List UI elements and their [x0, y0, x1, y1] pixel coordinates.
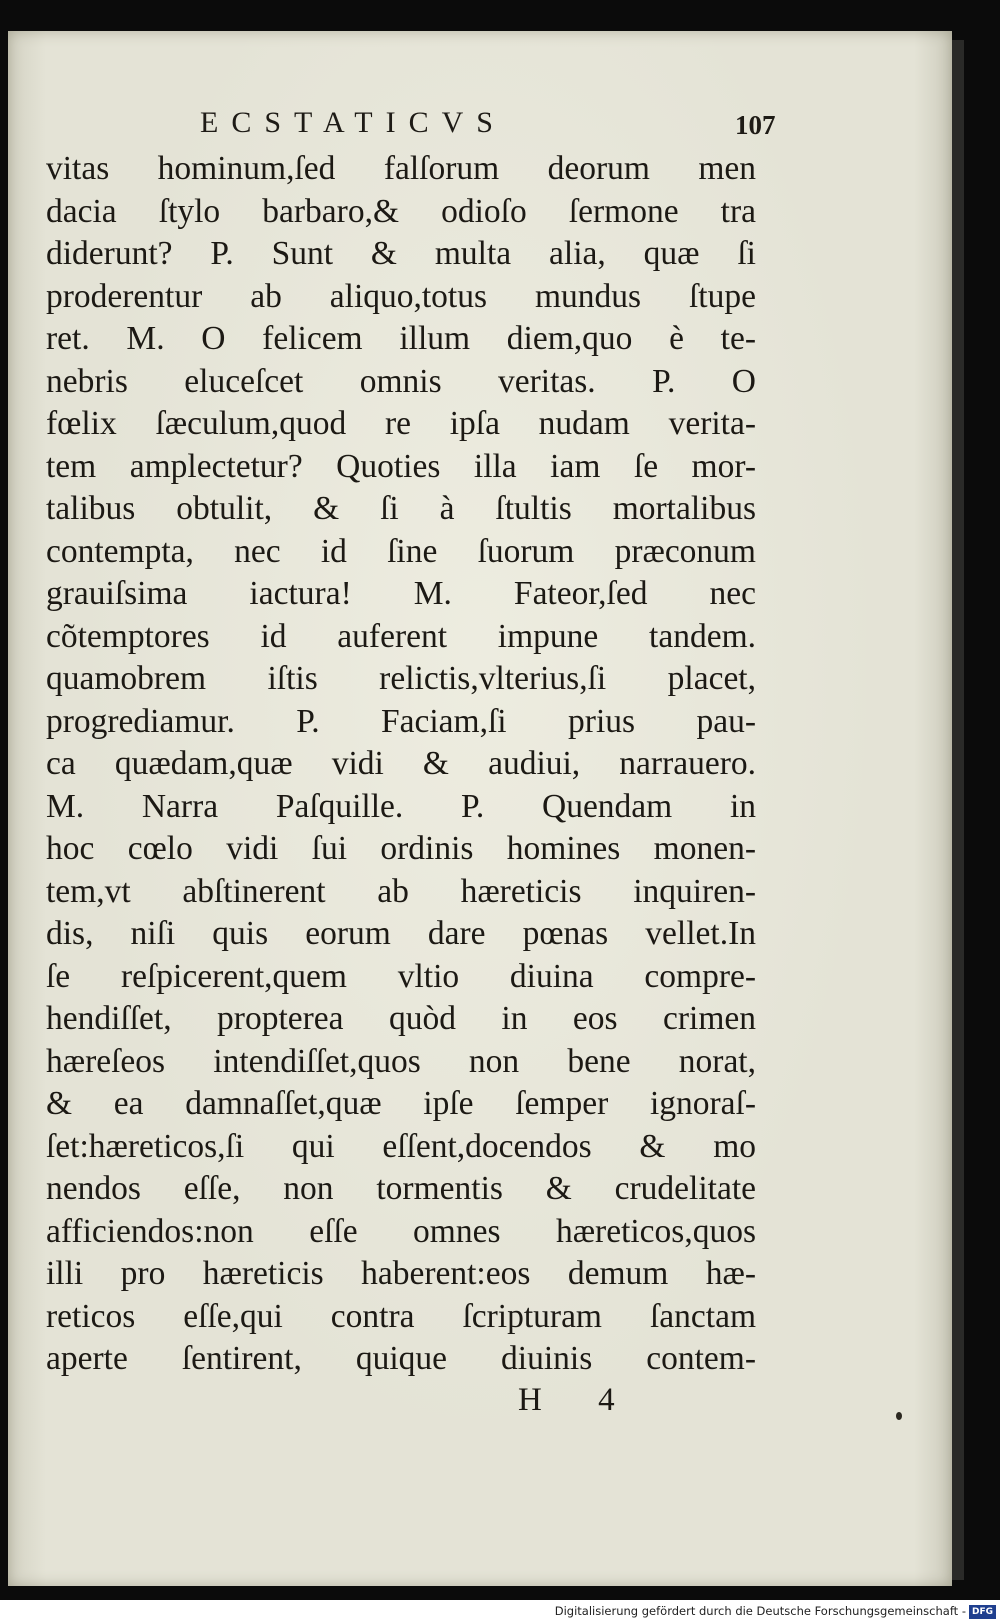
running-head: ECSTATICVS	[200, 106, 506, 139]
text-line: hæreſeos intendiſſet,quos non bene norat,	[46, 1042, 756, 1080]
text-line: aperte ſentirent, quique diuinis contem-	[46, 1340, 756, 1377]
text-line: ſe reſpicerent,quem vltio diuina compre-	[46, 957, 756, 995]
text-line: dis, niſi quis eorum dare pœnas vellet.In	[46, 915, 756, 952]
page-number: 107	[735, 110, 776, 140]
text-line: M. Narra Paſquille. P. Quendam in	[46, 787, 756, 825]
text-line: proderentur ab aliquo,totus mundus ſtupe	[46, 277, 756, 315]
text-line: reticos eſſe,qui contra ſcripturam ſanctam	[46, 1297, 756, 1335]
text-line: hoc cœlo vidi ſui ordinis homines monen-	[46, 830, 756, 867]
page-edge	[952, 40, 964, 1580]
text-line: dacia ſtylo barbaro,& odioſo ſermone tra	[46, 192, 756, 230]
text-line: illi pro hæreticis haberent:eos demum hæ-	[46, 1255, 756, 1292]
body-text	[46, 148, 756, 1381]
text-line: talibus obtulit, & ſi à ſtultis mortalibus	[46, 490, 756, 527]
text-line: & ea damnaſſet,quæ ipſe ſemper ignoraſ-	[46, 1085, 756, 1122]
dfg-logo: DFG	[969, 1605, 996, 1619]
text-line: hendiſſet, propterea quòd in eos crimen	[46, 1000, 756, 1037]
text-line: tem,vt abſtinerent ab hæreticis inquiren-	[46, 872, 756, 910]
text-line: nebris eluceſcet omnis veritas. P. O	[46, 362, 756, 400]
text-line: grauiſsima iactura! M. Fateor,ſed nec	[46, 575, 756, 612]
text-line: contempta, nec id ſine ſuorum præconum	[46, 532, 756, 570]
text-line: afficiendos:non eſſe omnes hæreticos,quos	[46, 1212, 756, 1250]
signature-mark: H 4	[518, 1382, 639, 1418]
text-line: nendos eſſe, non tormentis & crudelitate	[46, 1170, 756, 1207]
text-line: fœlix ſæculum,quod re ipſa nudam verita-	[46, 405, 756, 442]
text-line: vitas hominum,ſed falſorum deorum men	[46, 150, 756, 187]
digitization-footer	[0, 1602, 1000, 1622]
text-line: tem amplectetur? Quoties illa iam ſe mor-	[46, 447, 756, 485]
page-header	[0, 106, 1000, 146]
paper-fleck	[896, 1412, 902, 1420]
text-line: cõtemptores id auferent impune tandem.	[46, 617, 756, 655]
text-line: ret. M. O felicem illum diem,quo è te-	[46, 320, 756, 357]
text-line: progrediamur. P. Faciam,ſi prius pau-	[46, 702, 756, 740]
text-line: ſet:hæreticos,ſi qui eſſent,docendos & mo	[46, 1127, 756, 1165]
text-line: ca quædam,quæ vidi & audiui, narrauero.	[46, 745, 756, 782]
text-line: diderunt? P. Sunt & multa alia, quæ ſi	[46, 235, 756, 272]
funding-credit: Digitalisierung gefördert durch die Deutsche Forschungsgemeinschaft -	[554, 1604, 966, 1618]
text-line: quamobrem iſtis relictis,vlterius,ſi placet,	[46, 660, 756, 697]
